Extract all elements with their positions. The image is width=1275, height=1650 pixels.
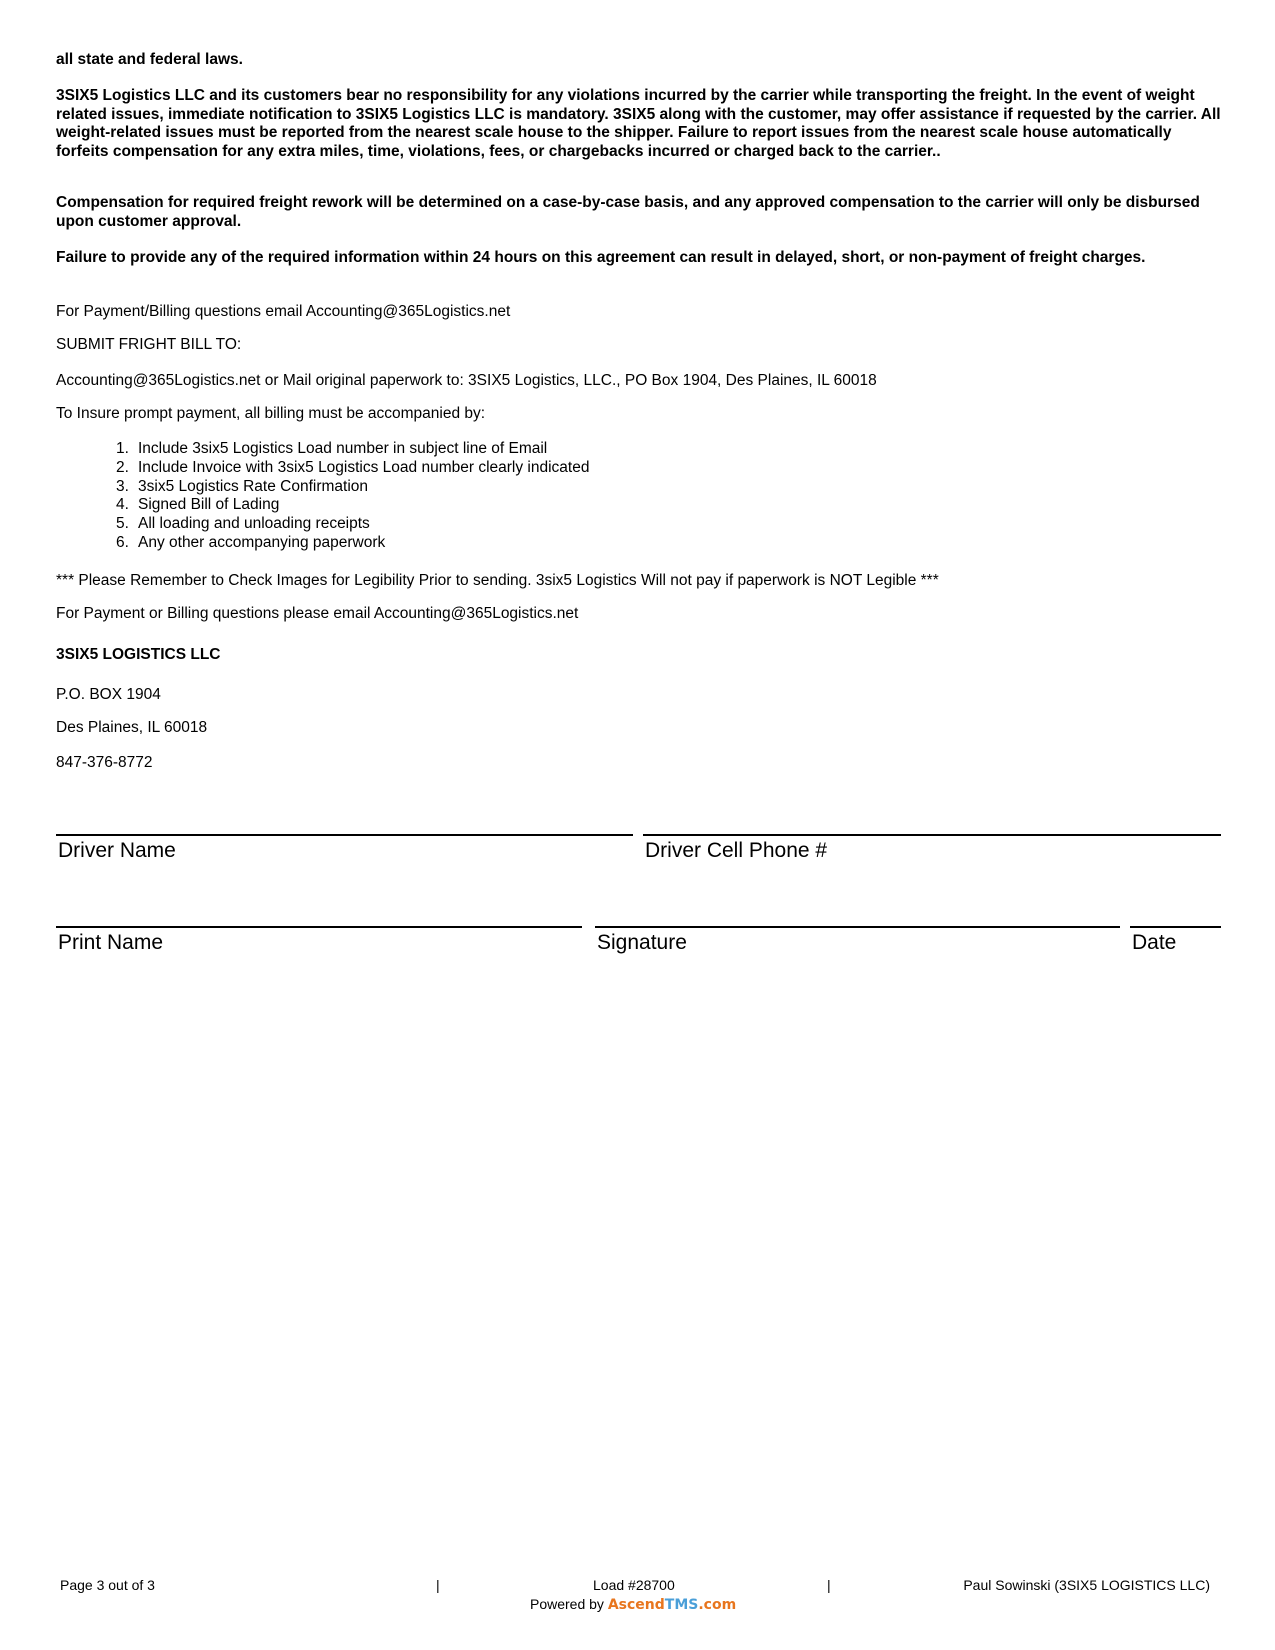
driver-phone-line[interactable] <box>643 834 1221 836</box>
prompt-payment-text: To Insure prompt payment, all billing must be accompanied by: <box>56 405 486 422</box>
footer-powered-by <box>530 1596 736 1613</box>
powered-by-text: Powered by <box>530 1596 604 1612</box>
terms-paragraph-weight: 3SIX5 Logistics LLC and its customers bear no responsibility for any violations incurred by the carrier while transporting the freight. In the event of weight related issues, immediate notification to 3SIX5 Logistics LLC is mandatory. 3SIX5 along with the customer, may offer assistance if requested by the carrier. All weight-related issues must be reported from the nearest scale house to the shipper. Failure to report issues from the nearest scale house automatically forfeits compensation for any extra miles, time, violations, fees, or chargebacks incurred or charged back to the carrier.. <box>56 87 1221 160</box>
requirements-list <box>116 440 589 553</box>
date-label: Date <box>1132 931 1177 954</box>
payment-questions-text: For Payment/Billing questions email Accounting@365Logistics.net <box>56 303 511 320</box>
list-item: 3. 3six5 Logistics Rate Confirmation <box>116 477 369 495</box>
list-item: 6. Any other accompanying paperwork <box>116 533 386 551</box>
list-item: 5. All loading and unloading receipts <box>116 515 370 533</box>
footer-separator: | <box>827 1577 831 1593</box>
com-logo[interactable]: .com <box>698 1597 737 1613</box>
signature-label: Signature <box>597 931 687 954</box>
company-city: Des Plaines, IL 60018 <box>56 719 208 736</box>
payment-questions-text-2: For Payment or Billing questions please email Accounting@365Logistics.net <box>56 605 579 622</box>
footer-separator: | <box>436 1577 440 1593</box>
footer-page-number: Page 3 out of 3 <box>60 1577 155 1593</box>
submit-address: Accounting@365Logistics.net or Mail original paperwork to: 3SIX5 Logistics, LLC., PO Box 1904, Des Plaines, IL 60018 <box>56 372 877 389</box>
list-item: 4. Signed Bill of Lading <box>116 496 280 514</box>
signature-line[interactable] <box>595 926 1120 928</box>
footer-user: Paul Sowinski (3SIX5 LOGISTICS LLC) <box>963 1577 1210 1593</box>
driver-name-label: Driver Name <box>58 839 176 862</box>
company-po-box: P.O. BOX 1904 <box>56 686 161 703</box>
legibility-note: *** Please Remember to Check Images for Legibility Prior to sending. 3six5 Logistics Will not pay if paperwork is NOT Legible *** <box>56 572 939 589</box>
driver-name-line[interactable] <box>56 834 633 836</box>
tms-logo[interactable]: TMS <box>664 1597 699 1613</box>
list-item: 1. Include 3six5 Logistics Load number in subject line of Email <box>116 440 548 457</box>
terms-paragraph-failure: Failure to provide any of the required information within 24 hours on this agreement can result in delayed, short, or non-payment of freight charges. <box>56 249 1146 266</box>
submit-heading: SUBMIT FRIGHT BILL TO: <box>56 336 242 353</box>
print-name-label: Print Name <box>58 931 164 954</box>
date-line[interactable] <box>1130 926 1221 928</box>
driver-phone-label: Driver Cell Phone # <box>645 839 828 862</box>
ascend-logo[interactable]: Ascend <box>607 1597 665 1613</box>
terms-paragraph-0: all state and federal laws. <box>56 51 243 68</box>
footer-load-number: Load #28700 <box>593 1577 675 1593</box>
company-name: 3SIX5 LOGISTICS LLC <box>56 646 221 663</box>
print-name-line[interactable] <box>56 926 582 928</box>
terms-paragraph-rework: Compensation for required freight rework will be determined on a case-by-case basis, and any approved compensation to the carrier will only be disbursed upon customer approval. <box>56 194 1200 230</box>
list-item: 2. Include Invoice with 3six5 Logistics Load number clearly indicated <box>116 458 590 476</box>
company-phone: 847-376-8772 <box>56 754 153 771</box>
